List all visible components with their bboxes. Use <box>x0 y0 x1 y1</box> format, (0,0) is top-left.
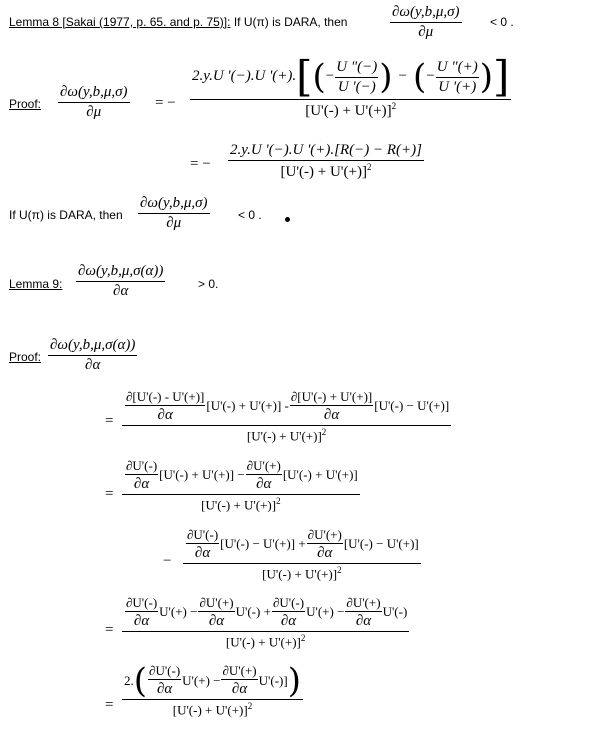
fraction-bar <box>272 611 305 612</box>
fraction-bar <box>58 102 130 103</box>
term-factor: [U'(-) − U'(+)] + <box>220 536 306 552</box>
term-num: ∂U'(-) <box>126 595 158 610</box>
proof8-main-numerator <box>190 52 511 101</box>
term-num: ∂U'(-) <box>272 595 305 610</box>
paren-open: ( <box>312 57 326 97</box>
step4-term-d <box>345 596 381 630</box>
minus-sign: − <box>325 68 335 85</box>
paren-open: ( <box>413 57 427 97</box>
ratio-a-num: U "(−) <box>336 59 378 75</box>
term-num: ∂U'(+) <box>346 595 381 610</box>
step1-numerator <box>122 388 451 424</box>
ratio-b <box>436 59 479 95</box>
term-den: ∂α <box>156 681 173 698</box>
term-den: ∂α <box>231 681 248 698</box>
fraction-bar <box>307 543 343 544</box>
step3-numerator <box>183 526 421 562</box>
step1-term-a <box>125 390 205 424</box>
step4-equals: = <box>105 622 114 638</box>
step4-term-a <box>125 596 158 630</box>
fraction-bar <box>186 543 219 544</box>
lemma8-derivative <box>390 4 462 42</box>
step4-denominator <box>224 633 307 650</box>
fraction-bar <box>148 679 181 680</box>
paren-close: ) <box>379 57 393 97</box>
lemma8-relation: < 0 . <box>490 15 514 29</box>
fraction-bar <box>125 405 205 406</box>
step3-denominator <box>260 565 343 582</box>
fraction-bar <box>183 563 421 564</box>
term-factor: [U'(-) − U'(+)] <box>343 536 419 552</box>
minus-sign: − <box>398 68 407 85</box>
fraction-bar <box>390 22 462 23</box>
term-num: ∂[U'(-) - U'(+)] <box>126 389 205 404</box>
term-den: ∂α <box>157 407 173 424</box>
proof8-prefix: 2.y.U '(−).U '(+). <box>192 68 297 85</box>
denominator-power: 2 <box>366 162 372 173</box>
term-factor: [U'(-) + U'(+)] <box>282 467 358 483</box>
step3-term-a <box>186 528 219 562</box>
fraction-bar <box>76 281 165 282</box>
term-num: ∂U'(-) <box>187 527 219 542</box>
term-num: ∂U'(-) <box>126 458 158 473</box>
denominator-power: 2 <box>337 564 342 575</box>
paren-close: ) <box>479 57 493 97</box>
step2-equals: = <box>105 486 114 502</box>
term-num: ∂U'(+) <box>246 458 281 473</box>
term-factor: [U'(-) − U'(+)] <box>374 398 450 414</box>
fraction-bar <box>125 611 158 612</box>
step3-fraction <box>183 526 421 582</box>
term-den: ∂α <box>194 545 211 562</box>
step1-equals: = <box>105 413 114 429</box>
term-factor: U'(-) <box>382 604 408 620</box>
step5-fraction <box>122 661 303 718</box>
denominator-text: [U'(-) + U'(+)] <box>172 702 248 718</box>
term-factor: U'(+) − <box>306 604 345 620</box>
bracket-open: [ <box>296 52 313 101</box>
step1-denominator <box>245 427 328 444</box>
term-num: ∂U'(+) <box>222 663 257 679</box>
step2-denominator <box>199 496 282 513</box>
proof9-lhs-num: ∂ω(y,b,μ,σ(α)) <box>50 337 136 353</box>
denominator-text: [U'(-) + U'(+)] <box>246 428 322 444</box>
ratio-a <box>335 59 378 95</box>
proof8-concl-relation: < 0 . <box>238 208 262 222</box>
proof9-lhs-den: ∂α <box>85 357 101 374</box>
lemma8-heading <box>9 15 347 29</box>
term-num: ∂U'(-) <box>149 663 181 679</box>
proof8-concl-derivative <box>138 195 210 233</box>
term-factor: U'(+) − <box>182 672 221 688</box>
lemma8-lhs-den: ∂μ <box>418 24 434 41</box>
fraction-bar <box>335 77 378 78</box>
step2-term-a <box>125 459 158 493</box>
fraction-bar <box>122 699 303 700</box>
step2-numerator <box>122 457 360 493</box>
fraction-bar <box>290 405 373 406</box>
fraction-bar <box>122 494 360 495</box>
fraction-bar <box>221 679 257 680</box>
denominator-power: 2 <box>321 426 327 437</box>
term-num: ∂U'(+) <box>307 527 342 542</box>
fraction-bar <box>138 213 210 214</box>
term-factor: [U'(-) + U'(+)] - <box>206 398 289 414</box>
step4-numerator <box>122 594 409 630</box>
term-den: ∂α <box>355 613 372 630</box>
step1-term-b <box>290 390 373 424</box>
term-den: ∂α <box>133 476 150 493</box>
paren-close: ) <box>287 661 301 701</box>
fraction-bar <box>48 355 137 356</box>
fraction-bar <box>190 99 511 100</box>
step3-term-b <box>307 528 343 562</box>
fraction-bar <box>122 631 409 632</box>
step2-term-b <box>246 459 282 493</box>
term-den: ∂α <box>323 407 340 424</box>
proof8-main-denominator <box>303 101 398 120</box>
lemma9-derivative <box>76 263 165 301</box>
proof9-label: Proof: <box>9 350 42 364</box>
proof8-lhs-den: ∂μ <box>86 104 102 121</box>
fraction-bar <box>228 160 424 161</box>
fraction-bar <box>122 425 451 426</box>
term-num: ∂[U'(-) + U'(+)] <box>290 389 373 404</box>
step4-term-b <box>198 596 234 630</box>
term-factor: U'(-) + <box>235 604 271 620</box>
lemma9-lhs-num: ∂ω(y,b,μ,σ(α)) <box>78 263 164 279</box>
fraction-bar <box>198 611 234 612</box>
lemma9-relation: > 0. <box>198 277 219 291</box>
denominator-text: [U'(-) + U'(+)] <box>201 497 277 513</box>
term-num: ∂U'(+) <box>199 595 234 610</box>
proof8-concl-den: ∂μ <box>166 215 182 232</box>
step5-term-a <box>148 664 181 698</box>
paren-open: ( <box>133 661 148 701</box>
term-den: ∂α <box>256 476 272 493</box>
term-den: ∂α <box>133 613 150 630</box>
fraction-bar <box>125 474 158 475</box>
ratio-b-num: U "(+) <box>436 59 478 75</box>
step2-fraction <box>122 457 360 513</box>
term-prefix: 2. <box>124 672 134 688</box>
lemma8-title: Lemma 8 [Sakai (1977, p. 65. and p. 75)]: <box>9 15 231 29</box>
fraction-bar <box>436 77 479 78</box>
term-factor: [U'(-) + U'(+)] − <box>159 467 245 483</box>
step5-equals: = <box>105 697 114 713</box>
proof8-line2-fraction <box>228 142 424 182</box>
proof8-line2-num: 2.y.U '(−).U '(+).[R(−) − R(+)] <box>230 142 422 158</box>
proof8-line2-den <box>279 162 374 181</box>
lemma8-lhs-num: ∂ω(y,b,μ,σ) <box>392 4 460 20</box>
proof8-concl-num: ∂ω(y,b,μ,σ) <box>140 195 208 211</box>
bracket-close: ] <box>493 52 510 101</box>
denominator-power: 2 <box>247 701 253 711</box>
denominator-text: [U'(-) + U'(+)] <box>305 103 392 119</box>
fraction-bar <box>345 611 381 612</box>
proof8-lhs <box>58 84 130 122</box>
lemma9-lhs-den: ∂α <box>113 283 129 300</box>
term-den: ∂α <box>280 613 297 630</box>
denominator-power: 2 <box>300 632 306 643</box>
denominator-text: [U'(-) + U'(+)] <box>225 634 301 650</box>
proof8-main-fraction <box>190 52 511 120</box>
term-factor: U'(-)] <box>258 672 288 688</box>
term-factor: U'(+) − <box>159 604 198 620</box>
denominator-text: [U'(-) + U'(+)] <box>280 164 367 181</box>
proof8-label: Proof: <box>9 97 42 111</box>
proof9-lhs <box>48 337 137 375</box>
step5-numerator <box>122 661 303 701</box>
step5-denominator <box>171 701 254 718</box>
denominator-power: 2 <box>391 101 397 111</box>
step4-fraction <box>122 594 409 650</box>
term-den: ∂α <box>317 545 333 562</box>
step3-minus: − <box>163 553 172 569</box>
step4-term-c <box>272 596 305 630</box>
denominator-text: [U'(-) + U'(+)] <box>262 566 338 582</box>
qed-bullet-icon <box>285 211 290 229</box>
lemma9-title: Lemma 9: <box>9 277 63 291</box>
ratio-b-den: U '(+) <box>438 78 477 95</box>
ratio-a-den: U '(−) <box>337 78 376 95</box>
fraction-bar <box>246 474 282 475</box>
proof8-line2-equals: = − <box>190 156 211 172</box>
step1-fraction <box>122 388 451 444</box>
term-den: ∂α <box>208 613 225 630</box>
proof8-equals: = − <box>155 95 176 111</box>
minus-sign: − <box>426 68 435 85</box>
step5-term-b <box>221 664 257 698</box>
proof8-lhs-num: ∂ω(y,b,μ,σ) <box>60 84 128 100</box>
proof8-conclusion: If U(π) is DARA, then <box>9 208 123 222</box>
lemma8-condition: If U(π) is DARA, then <box>233 15 348 29</box>
denominator-power: 2 <box>276 495 281 506</box>
